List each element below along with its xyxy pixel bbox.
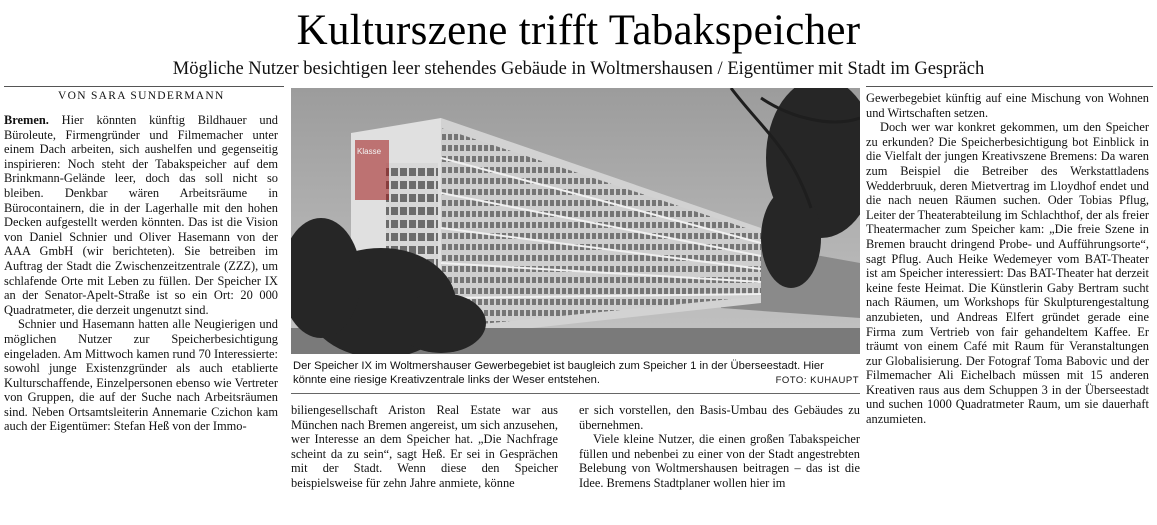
headline: Kulturszene trifft Tabakspeicher xyxy=(296,7,861,54)
dateline: Bremen. xyxy=(4,113,49,127)
building-sign-text: Klasse xyxy=(357,147,382,156)
paragraph: Schnier und Hasemann hatten alle Neugierigen und möglichen Nutzer zur Speicherbesichtigung eingeladen. Am Mittwoch kamen rund 70 Interessierte: sowohl junge Existenzgründer als auch etablierte Kulturschaffende, Einzelpersonen ebenso wie Vertreter von Gruppen, die auf der Suche nach Arbeitsräumen sind. Neben Ortsamtsleiterin Annemarie Czichon kam auch der Eigentümer: Stefan Heß von der Immo- xyxy=(4,317,278,434)
paragraph: Doch wer war konkret gekommen, um den Speicher zu erkunden? Die Speicherbesichtigung bot Einblick in die Vielfalt der jungen Kreativszene Bremens: Da waren zum Beispiel die Betreiber des Werkstattladens Wedderbruuk, deren Mietvertrag im Lloydhof endet und die nach neuen Räumen suchen. Oder Tobias Pflug, Leiter der Theaterabteilung im Schlachthof, der als freier Theatermacher zum Speicher kam: „Die freie Szene in Bremen braucht dringend Probe- und Aufführungsorte“, sagt Pflug. Auch Heike Wedemeyer vom BAT-Theater ist am Speicher interessiert: Das BAT-Theater hat derzeit keine feste Heimat. Die Künstlerin Gaby Bertram sucht nach Räumen, um Workshops für Skulpturengestaltung anzubieten, und Andreas Elfert gründet gerade eine Firma zum Vertrieb von fair gehandeltem Kaffee. Er träumt von einem Café mit Raum für Veranstaltungen zur Globalisierung. Der Fotograf Toma Babovic und der Filmemacher Ali Eichelbach müssen mit 15 anderen Kreativen raus aus dem Schuppen 3 in der Überseestadt und suchen 1000 Quadratmeter Raum, um sie dauerhaft anzumieten. xyxy=(866,120,1149,427)
paragraph: Viele kleine Nutzer, die einen großen Tabakspeicher füllen und nebenbei zu einer von der Stadt angestrebten Belebung von Woltmershausen beitragen – das ist die Idee. Bremens Stadtplaner wollen hier im xyxy=(579,432,860,490)
byline: VON SARA SUNDERMANN xyxy=(58,90,225,102)
speicher-building-image xyxy=(291,88,860,354)
article-column-4 xyxy=(866,91,1149,523)
paragraph: er sich vorstellen, den Basis-Umbau des Gebäudes zu übernehmen. xyxy=(579,403,860,432)
article-photo xyxy=(291,88,860,354)
caption-rule xyxy=(291,393,860,394)
paragraph: biliengesellschaft Ariston Real Estate war aus München nach Bremen angereist, um sich anzusehen, wer Interesse an dem Speicher hat. „Die Nachfrage scheint da zu sein“, sagt Heß. Er sei in Gesprächen mit der Stadt. Wenn diese den Speicher beispielsweise für zehn Jahre anmiete, könne xyxy=(291,403,558,490)
caption-text: Der Speicher IX im Woltmershauser Gewerbegebiet ist baugleich zum Speicher 1 in der Überseestadt. Hier könnte eine riesige Kreativzentrale links der Weser entstehen. xyxy=(293,360,824,386)
article-column-2 xyxy=(291,403,558,523)
article-column-1 xyxy=(4,113,278,523)
byline-rule-left xyxy=(4,86,284,87)
byline-rule-right xyxy=(866,86,1153,87)
subheadline: Mögliche Nutzer besichtigen leer stehendes Gebäude in Woltmershausen / Eigentümer mit Stadt im Gespräch xyxy=(172,59,985,79)
paragraph xyxy=(4,113,278,317)
paragraph-text: Hier könnten künftig Bildhauer und Büroleute, Firmengründer und Filmemacher unter einem Dach arbeiten, sich aushelfen und gegenseitig inspirieren: Noch steht der Tabakspeicher auf dem Brinkmann-Gelände leer, doch das soll nicht so bleiben. Denkbar wären Arbeitsräume in Bürocontainern, die in der Lagerhalle mit den hohen Decken aufgestellt werden könnten. Das ist die Vision von Daniel Schnier und Oliver Hasemann von der AAA GmbH (wir berichteten). Sie betreiben im Auftrag der Stadt die Zwischenzeitzentrale (ZZZ), um schlafende Orte mit Leben zu füllen. Der Speicher IX an der Senator-Apelt-Straße ist so ein Ort: 20 000 Quadratmeter, die derzeit ungenutzt sind. xyxy=(4,113,278,317)
article-column-3 xyxy=(579,403,860,523)
paragraph: Gewerbegebiet künftig auf eine Mischung von Wohnen und Wirtschaften setzen. xyxy=(866,91,1149,120)
photo-caption xyxy=(293,359,859,388)
photo-credit: FOTO: KUHAUPT xyxy=(775,375,859,386)
